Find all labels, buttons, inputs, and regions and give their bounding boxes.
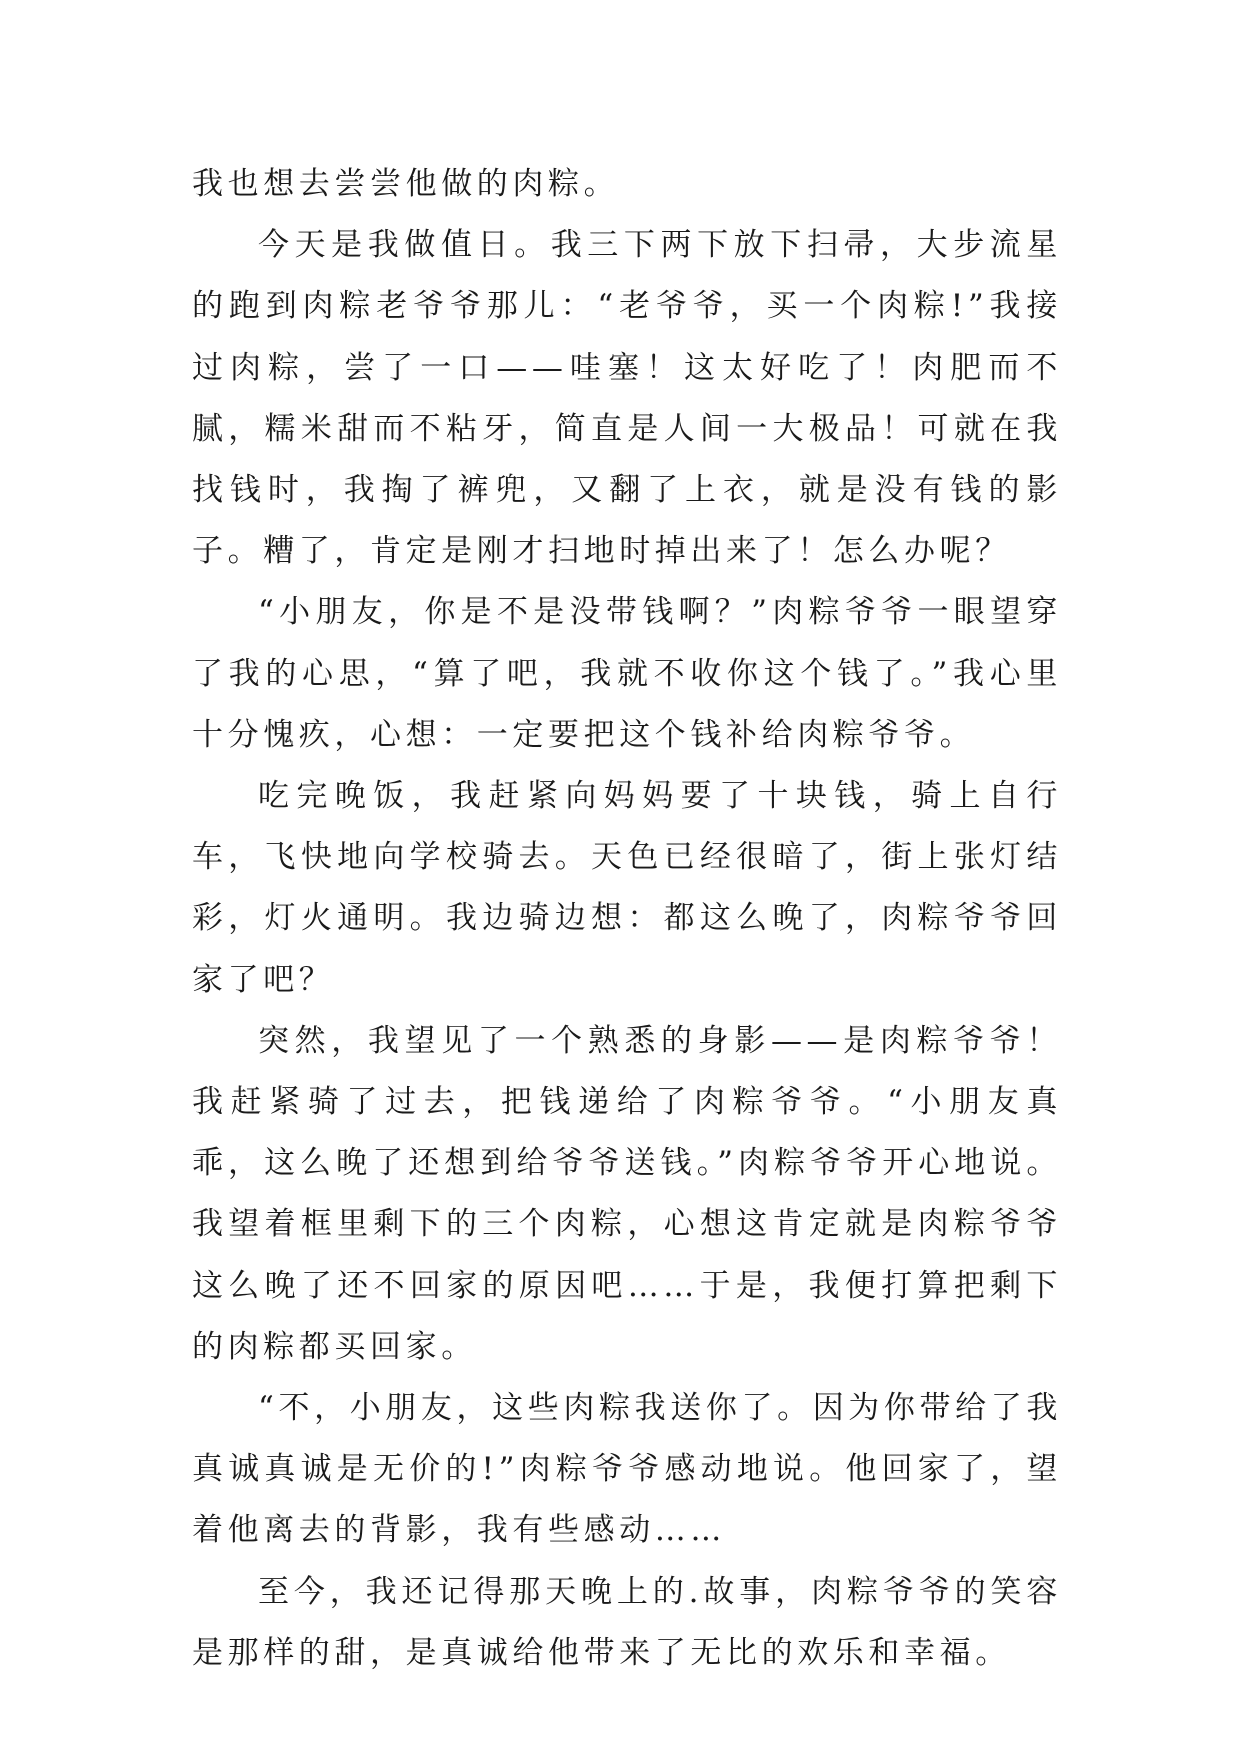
paragraph: “不，小朋友，这些肉粽我送你了。因为你带给了我真诚真诚是无价的!”肉粽爷爷感动地说。他回家了，望着他离去的背影，我有些感动……	[192, 1390, 1062, 1549]
paragraph: 突然，我望见了一个熟悉的身影——是肉粽爷爷！我赶紧骑了过去，把钱递给了肉粽爷爷。“小朋友真乖，这么晚了还想到给爷爷送钱。”肉粽爷爷开心地说。我望着框里剩下的三个肉粽，心想这肯定就是肉粽爷爷这么晚了还不回家的原因吧……于是，我便打算把剩下的肉粽都买回家。	[192, 1022, 1062, 1365]
paragraph: 吃完晚饭，我赶紧向妈妈要了十块钱，骑上自行车，飞快地向学校骑去。天色已经很暗了，街上张灯结彩，灯火通明。我边骑边想：都这么晚了，肉粽爷爷回家了吧？	[192, 778, 1062, 998]
paragraph: “小朋友，你是不是没带钱啊？”肉粽爷爷一眼望穿了我的心思，“算了吧，我就不收你这个钱了。”我心里十分愧疚，心想：一定要把这个钱补给肉粽爷爷。	[192, 594, 1062, 753]
paragraph: 我也想去尝尝他做的肉粽。	[192, 166, 620, 202]
paragraph: 至今，我还记得那天晚上的.故事，肉粽爷爷的笑容是那样的甜，是真诚给他带来了无比的欢乐和幸福。	[192, 1573, 1062, 1671]
story-body	[192, 154, 1062, 1684]
paragraph: 今天是我做值日。我三下两下放下扫帚，大步流星的跑到肉粽老爷爷那儿：“老爷爷，买一个肉粽!”我接过肉粽，尝了一口——哇塞！这太好吃了！肉肥而不腻，糯米甜而不粘牙，简直是人间一大极品！可就在我找钱时，我掏了裤兜，又翻了上衣，就是没有钱的影子。糟了，肯定是刚才扫地时掉出来了！怎么办呢？	[192, 227, 1062, 570]
